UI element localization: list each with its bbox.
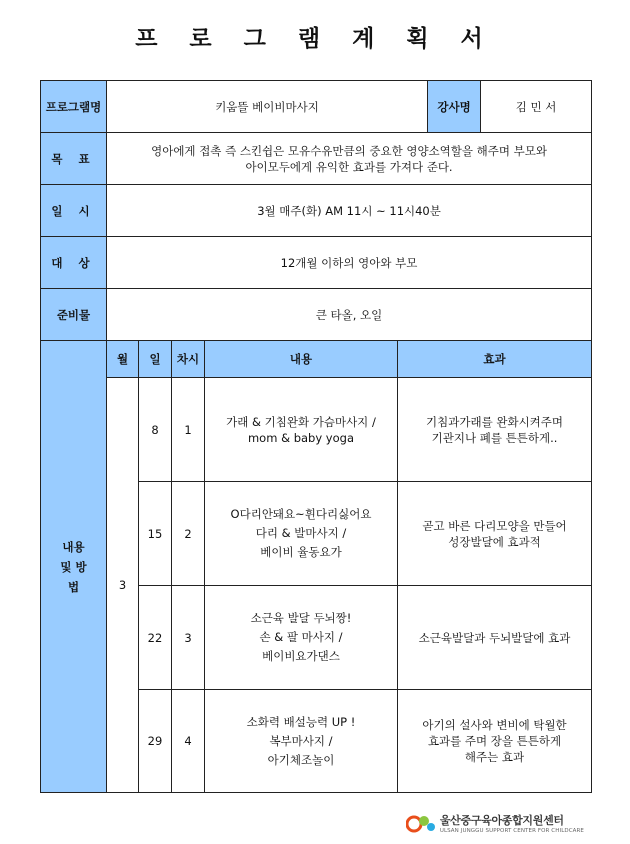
content-line: 소근육 발달 두뇌짱! bbox=[250, 611, 352, 625]
session-number: 3 bbox=[172, 586, 205, 690]
instructor-label: 강사명 bbox=[428, 81, 481, 133]
effect-header: 효과 bbox=[398, 341, 592, 378]
organization-name-en: ULSAN JUNGGU SUPPORT CENTER FOR CHILDCARE bbox=[439, 828, 584, 834]
month-header: 월 bbox=[107, 341, 139, 378]
content-method-text: 내용 및 방법 bbox=[60, 539, 87, 594]
content-line: 베이비 율동요가 bbox=[260, 545, 342, 559]
goal-line: 영아에게 접촉 즉 스킨쉽은 모유수유만큼의 중요한 영양소역할을 해주며 부모와 bbox=[151, 143, 547, 158]
organization-footer bbox=[406, 812, 584, 834]
program-plan-table bbox=[40, 80, 592, 793]
document-title: 프 로 그 램 계 획 서 bbox=[135, 26, 495, 52]
target-row bbox=[41, 237, 592, 289]
content-header-row bbox=[41, 341, 592, 378]
content-line: 아기체조놀이 bbox=[267, 752, 335, 767]
effect-line: 아기의 설사와 변비에 탁월한 bbox=[422, 718, 567, 732]
session-header: 차시 bbox=[172, 341, 205, 378]
content-line: 베이비요가댄스 bbox=[262, 649, 340, 663]
content-header: 내용 bbox=[205, 341, 398, 378]
program-name: 키움뜰 베이비마사지 bbox=[107, 81, 428, 133]
session-day: 15 bbox=[139, 482, 172, 586]
content-line: mom & baby yoga bbox=[247, 430, 354, 445]
goal-text bbox=[107, 133, 592, 185]
effect-line: 해주는 효과 bbox=[464, 750, 525, 764]
target-label: 대 상 bbox=[41, 237, 107, 289]
session-content bbox=[205, 690, 398, 793]
session-content bbox=[205, 378, 398, 482]
goal-label: 목 표 bbox=[41, 133, 107, 185]
content-line: O다리안돼요~휜다리싫어요 bbox=[230, 507, 372, 521]
session-effect bbox=[398, 586, 592, 690]
content-line: 손 & 팔 마사지 / bbox=[259, 630, 343, 644]
goal-row bbox=[41, 133, 592, 185]
session-row bbox=[41, 378, 592, 482]
schedule-text: 3월 매주(화) AM 11시 ~ 11시40분 bbox=[107, 185, 592, 237]
effect-line: 성장발달에 효과적 bbox=[448, 534, 541, 549]
schedule-row bbox=[41, 185, 592, 237]
content-line: 복부마사지 / bbox=[269, 733, 333, 748]
effect-line: 기침과가래를 완화시켜주며 bbox=[426, 414, 564, 429]
content-method-label bbox=[41, 341, 107, 793]
session-content bbox=[205, 586, 398, 690]
schedule-label: 일 시 bbox=[41, 185, 107, 237]
effect-line: 소근육발달과 두뇌발달에 효과 bbox=[418, 630, 571, 645]
month-value: 3 bbox=[107, 378, 139, 793]
organization-logo-icon bbox=[406, 812, 436, 834]
content-line: 다리 & 발마사지 / bbox=[255, 526, 347, 540]
session-effect bbox=[398, 690, 592, 793]
session-content bbox=[205, 482, 398, 586]
day-header: 일 bbox=[139, 341, 172, 378]
effect-line: 효과를 주며 장을 튼튼하게 bbox=[427, 734, 562, 748]
organization-name: 울산중구육아종합지원센터 bbox=[439, 814, 564, 827]
effect-line: 곧고 바른 다리모양을 만들어 bbox=[422, 518, 567, 533]
effect-line: 기관지나 폐를 튼튼하게.. bbox=[431, 430, 558, 445]
instructor-name: 김 민 서 bbox=[481, 81, 592, 133]
session-day: 29 bbox=[139, 690, 172, 793]
program-label: 프로그램명 bbox=[41, 81, 107, 133]
target-text: 12개월 이하의 영아와 부모 bbox=[107, 237, 592, 289]
session-day: 22 bbox=[139, 586, 172, 690]
materials-label: 준비물 bbox=[41, 289, 107, 341]
session-effect bbox=[398, 378, 592, 482]
session-number: 2 bbox=[172, 482, 205, 586]
content-line: 가래 & 기침완화 가슴마사지 / bbox=[226, 414, 376, 429]
content-line: 소화력 배설능력 UP ! bbox=[246, 714, 356, 729]
session-day: 8 bbox=[139, 378, 172, 482]
program-row bbox=[41, 81, 592, 133]
session-number: 4 bbox=[172, 690, 205, 793]
session-number: 1 bbox=[172, 378, 205, 482]
goal-line: 아이모두에게 유익한 효과를 가져다 준다. bbox=[245, 159, 453, 174]
materials-row bbox=[41, 289, 592, 341]
session-effect bbox=[398, 482, 592, 586]
materials-text: 큰 타올, 오일 bbox=[107, 289, 592, 341]
